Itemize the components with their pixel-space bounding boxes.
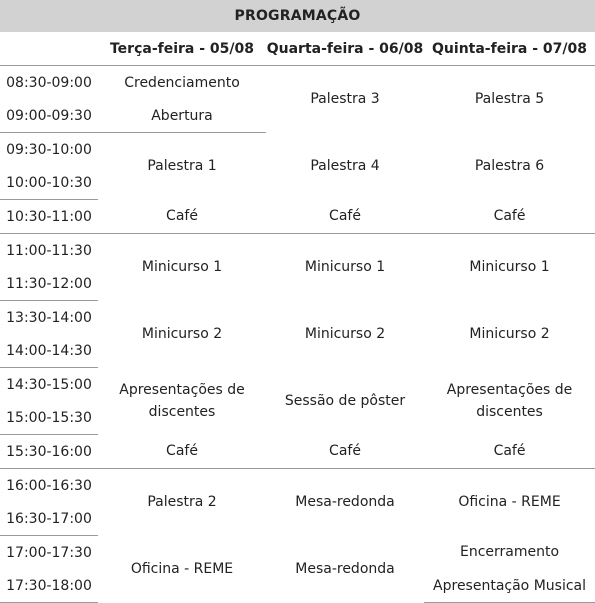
activity-cell: Minicurso 1 <box>304 259 386 276</box>
activity-cell: Palestra 5 <box>474 91 545 108</box>
time-slot: 16:30-17:00 <box>0 502 98 536</box>
activity-cell: Palestra 1 <box>147 158 217 175</box>
time-slot: 15:00-15:30 <box>0 401 98 435</box>
schedule-title: PROGRAMAÇÃO <box>0 0 595 32</box>
time-slot: 09:00-09:30 <box>0 99 98 133</box>
activity-cell: Abertura <box>98 99 266 133</box>
activity-cell: Palestra 2 <box>147 494 217 511</box>
activity-cell: Encerramento <box>459 544 560 561</box>
time-slot: 16:00-16:30 <box>6 477 92 494</box>
time-slot: 14:00-14:30 <box>0 334 98 368</box>
time-slot: 09:30-10:00 <box>6 141 92 158</box>
activity-cell: Oficina - REME <box>130 561 234 577</box>
time-slot: 17:30-18:00 <box>0 569 98 603</box>
day-header-row <box>0 32 595 66</box>
activity-cell: Café <box>98 200 266 234</box>
activity-cell: Palestra 3 <box>310 91 380 108</box>
activity-cell: Minicurso 2 <box>141 326 223 342</box>
table-row <box>0 435 595 469</box>
activity-cell: Café <box>98 435 266 469</box>
activity-cell: Apresentação Musical <box>424 569 595 603</box>
activity-cell: Mesa-redonda <box>295 494 395 511</box>
activity-cell: Minicurso 1 <box>141 259 223 276</box>
activity-cell: Palestra 4 <box>310 158 380 174</box>
table-row <box>0 301 595 335</box>
activity-cell: Café <box>266 435 424 469</box>
time-slot: 13:30-14:00 <box>6 309 92 326</box>
activity-cell: Café <box>266 200 424 234</box>
activity-cell: Café <box>424 200 595 234</box>
activity-cell: Oficina - REME <box>458 494 561 511</box>
activity-cell: Café <box>424 435 595 469</box>
time-slot: 11:30-12:00 <box>0 267 98 301</box>
activity-cell: Sessão de pôster <box>284 393 406 409</box>
time-slot: 10:00-10:30 <box>0 166 98 200</box>
table-row <box>0 200 595 234</box>
table-row <box>0 133 595 167</box>
activity-cell: Credenciamento <box>124 74 240 91</box>
table-row <box>0 66 595 100</box>
time-slot: 10:30-11:00 <box>0 200 98 234</box>
table-row <box>0 469 595 503</box>
table-row <box>0 536 595 570</box>
day-header-wednesday: Quarta-feira - 06/08 <box>266 32 424 66</box>
activity-cell: Mesa-redonda <box>295 561 395 577</box>
time-slot: 08:30-09:00 <box>6 74 92 91</box>
table-row <box>0 368 595 402</box>
table-row <box>0 234 595 268</box>
day-header-tuesday: Terça-feira - 05/08 <box>98 32 266 66</box>
time-slot: 11:00-11:30 <box>6 242 92 259</box>
time-slot: 14:30-15:00 <box>6 376 92 393</box>
time-slot: 15:30-16:00 <box>0 435 98 469</box>
activity-cell: Minicurso 2 <box>304 326 386 342</box>
day-header-thursday: Quinta-feira - 07/08 <box>424 32 595 66</box>
activity-cell: Minicurso 2 <box>469 326 550 342</box>
time-column-header <box>0 32 98 66</box>
activity-cell: Apresentações de discentes <box>119 382 245 420</box>
activity-cell: Minicurso 1 <box>469 259 550 276</box>
activity-cell: Palestra 6 <box>474 158 545 174</box>
time-slot: 17:00-17:30 <box>6 544 92 561</box>
activity-cell: Apresentações de discentes <box>446 382 573 420</box>
